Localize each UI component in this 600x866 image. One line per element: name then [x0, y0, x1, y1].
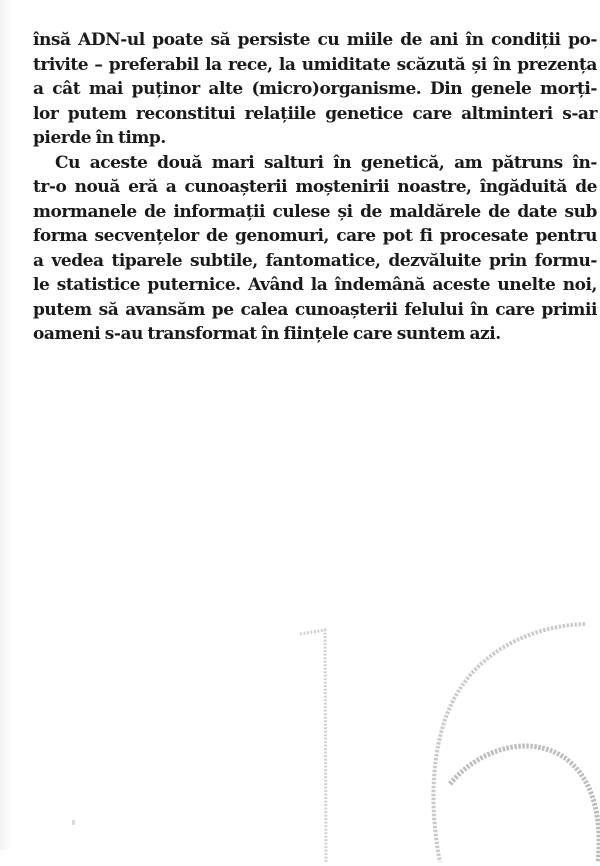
- paragraph-1: [33, 28, 597, 151]
- text-line: forma secvențelor de genomuri, care pot fi procesate pentru: [33, 226, 597, 246]
- text-line: mormanele de informații culese și de maldărele de date sub: [33, 201, 597, 222]
- body-text: [33, 28, 597, 347]
- page-number-16-outline: [280, 612, 600, 862]
- text-line: Cu aceste două mari salturi în genetică, am pătruns în-: [55, 152, 597, 173]
- text-line: oameni s-au transformat în ființele care suntem azi.: [33, 324, 501, 344]
- page-number: [280, 612, 600, 862]
- text-line: însă ADN-ul poate să persiste cu miile de ani în condiții po-: [33, 30, 597, 50]
- text-line: a cât mai puținor alte (micro)organisme. Din genele morți-: [33, 79, 597, 99]
- text-line: le statistice puternice. Având la îndemână aceste unelte noi,: [33, 275, 597, 295]
- text-line: lor putem reconstitui relațiile genetice care altminteri s-ar: [33, 103, 597, 124]
- text-line: tr-o nouă eră a cunoașterii moștenirii noastre, îngăduită de: [33, 177, 597, 197]
- paper-speck: [72, 820, 75, 825]
- paragraph-2: [33, 151, 597, 347]
- text-line: putem să avansăm pe calea cunoașterii felului în care primii: [33, 299, 597, 320]
- page-gutter-shadow: [0, 0, 10, 850]
- text-line: trivite – preferabil la rece, la umiditate scăzută și în prezența: [33, 54, 597, 75]
- text-line: a vedea tiparele subtile, fantomatice, dezvăluite prin formu-: [33, 250, 597, 271]
- text-line: pierde în timp.: [33, 128, 166, 148]
